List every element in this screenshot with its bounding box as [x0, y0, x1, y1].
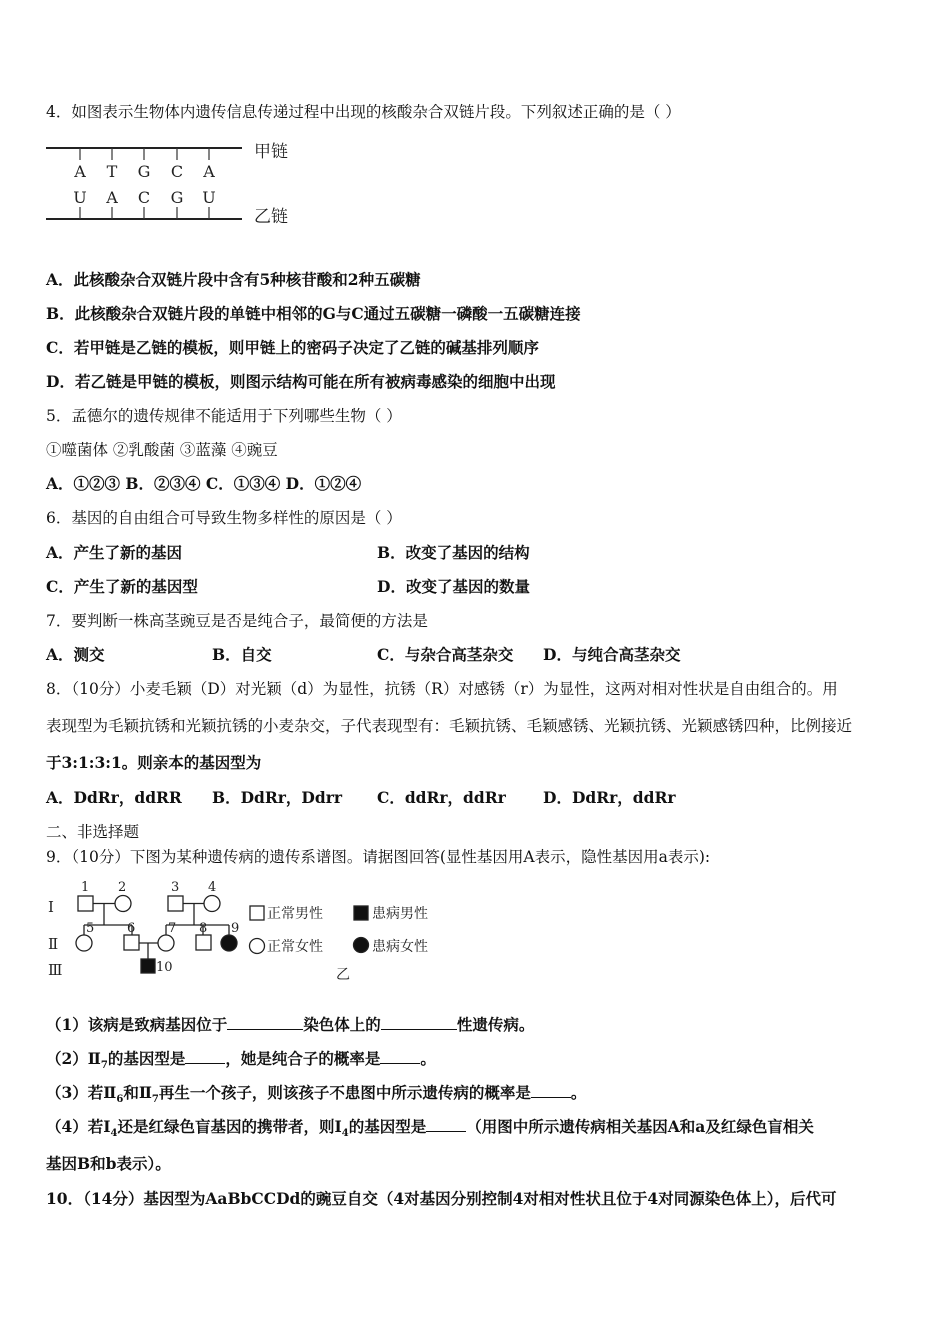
q8-line3: 于3:1:3:1。则亲本的基因型为: [46, 753, 262, 772]
bottom-base: U: [202, 188, 216, 207]
q7-option-d: D．与纯合高茎杂交: [543, 645, 681, 664]
individual-label: 10: [156, 960, 173, 975]
q9-part1-text: （1）该病是致病基因位于: [46, 1015, 228, 1034]
answer-blank[interactable]: [531, 1083, 571, 1098]
q10-stem: 10．（14分）基因型为AaBbCCDd的豌豆自交（4对基因分别控制4对相对性状且位于4对同源染色体上），后代可: [46, 1189, 837, 1208]
q9-part4: [46, 1117, 814, 1144]
top-base: T: [106, 162, 118, 181]
q9-part4-text: （用图中所示遗传病相关基因A和a及红绿色盲相关: [466, 1117, 814, 1136]
individual-label: 4: [208, 880, 217, 895]
q6-option-a: A．产生了新的基因: [46, 543, 183, 562]
q7-option-c: C．与杂合高茎杂交: [377, 645, 514, 664]
legend-affected-male: 患病男性: [372, 906, 428, 922]
answer-blank[interactable]: [185, 1049, 225, 1064]
q7-option-b: B．自交: [212, 645, 272, 664]
q5-options: A．①②③ B．②③④ C．①③④ D．①②④: [46, 474, 362, 493]
individual-label: 7: [168, 921, 177, 936]
dna-hybrid-figure: [44, 140, 314, 230]
top-base: C: [170, 162, 184, 181]
individual-label: 6: [127, 921, 136, 936]
q9-part4-text: 的基因型是: [348, 1117, 427, 1136]
q9-part3-text: （3）若Ⅱ: [46, 1083, 117, 1102]
answer-blank[interactable]: [381, 1015, 457, 1030]
q9-part3-text: 和Ⅱ: [123, 1083, 152, 1102]
top-base: A: [203, 162, 215, 181]
q8-line1: 8．（10分）小麦毛颖（D）对光颖（d）为显性，抗锈（R）对感锈（r）为显性，这两对相对性状是自由组合的。用: [46, 680, 838, 698]
q8-option-c: C．ddRr，ddRr: [377, 788, 506, 807]
bottom-strand-label: 乙链: [254, 207, 288, 227]
q9-part2-text: 的基因型是: [107, 1049, 186, 1068]
q4-option-a: A．此核酸杂合双链片段中含有5种核苷酸和2种五碳糖: [46, 270, 421, 289]
individual-label: 9: [231, 921, 240, 936]
individual-label: 3: [171, 880, 180, 895]
q9-part4-text: （4）若I: [46, 1117, 111, 1136]
q6-option-c: C．产生了新的基因型: [46, 577, 198, 596]
q6-option-d: D．改变了基因的数量: [377, 577, 530, 596]
q6-option-b: B．改变了基因的结构: [377, 543, 530, 562]
top-strand-label: 甲链: [254, 142, 288, 162]
gen-label: Ⅰ: [48, 898, 54, 916]
section-heading: 二、非选择题: [46, 823, 140, 841]
legend-normal-male: 正常男性: [267, 906, 323, 922]
top-base: A: [74, 162, 86, 181]
bottom-base: C: [137, 188, 151, 207]
subscript: 7: [151, 1094, 159, 1106]
q4-option-d: D．若乙链是甲链的模板，则图示结构可能在所有被病毒感染的细胞中出现: [46, 372, 556, 391]
q8-line2: 表现型为毛颖抗锈和光颖抗锈的小麦杂交，子代表现型有：毛颖抗锈、毛颖感锈、光颖抗锈、光颖感锈四种，比例接近: [46, 717, 853, 735]
pedigree-caption: 乙: [336, 967, 350, 983]
q4-stem: 4．如图表示生物体内遗传信息传递过程中出现的核酸杂合双链片段。下列叙述正确的是（ ）: [46, 103, 681, 121]
q5-stem: 5．孟德尔的遗传规律不能适用于下列哪些生物（ ）: [46, 407, 402, 425]
q7-option-a: A．测交: [46, 645, 105, 664]
q9-part3-text: 再生一个孩子，则该孩子不患图中所示遗传病的概率是: [158, 1083, 531, 1102]
answer-blank[interactable]: [380, 1049, 420, 1064]
q7-stem: 7．要判断一株高茎豌豆是否是纯合子，最简便的方法是: [46, 612, 428, 630]
q9-part2: [46, 1049, 436, 1076]
answer-blank[interactable]: [426, 1117, 466, 1132]
subscript: 6: [116, 1094, 124, 1106]
individual-label: 5: [86, 921, 95, 936]
q9-part2-text: （2）Ⅱ: [46, 1049, 101, 1068]
q6-stem: 6．基因的自由组合可导致生物多样性的原因是（ ）: [46, 509, 402, 527]
q8-option-b: B．DdRr，Ddrr: [212, 788, 343, 807]
q9-part3-text: 。: [570, 1083, 587, 1102]
legend-normal-female: 正常女性: [267, 939, 323, 955]
pedigree-chart: [44, 875, 464, 985]
individual-label: 8: [199, 921, 208, 936]
legend-affected-female: 患病女性: [372, 939, 428, 955]
gen-label: Ⅲ: [48, 961, 63, 979]
subscript: 7: [100, 1060, 108, 1072]
q9-part1-text: 染色体上的: [303, 1015, 381, 1034]
q5-items: ①噬菌体 ②乳酸菌 ③蓝藻 ④豌豆: [46, 441, 278, 459]
q9-part2-text: ，她是纯合子的概率是: [225, 1049, 381, 1068]
q9-part4-text: 还是红绿色盲基因的携带者，则I: [117, 1117, 342, 1136]
q4-option-c: C．若甲链是乙链的模板，则甲链上的密码子决定了乙链的碱基排列顺序: [46, 338, 539, 357]
q9-part1-text: 性遗传病。: [456, 1015, 535, 1034]
subscript: 4: [110, 1128, 118, 1140]
q9-part1: [46, 1015, 534, 1035]
q8-option-d: D．DdRr，ddRr: [543, 788, 676, 807]
q9-part2-text: 。: [420, 1049, 436, 1068]
q9-part3: [46, 1083, 586, 1110]
q9-part4-cont: 基因B和b表示）。: [46, 1154, 171, 1173]
individual-label: 2: [118, 880, 127, 895]
bottom-base: U: [73, 188, 87, 207]
individual-label: 1: [81, 880, 90, 895]
q8-option-a: A．DdRr，ddRR: [46, 788, 182, 807]
top-base: G: [137, 162, 151, 181]
bottom-base: G: [170, 188, 184, 207]
bottom-base: A: [106, 188, 118, 207]
q9-stem: 9．（10分）下图为某种遗传病的遗传系谱图。请据图回答(显性基因用A表示，隐性基因用a表示):: [46, 848, 711, 866]
answer-blank[interactable]: [227, 1015, 303, 1030]
subscript: 4: [341, 1128, 349, 1140]
gen-label: Ⅱ: [48, 935, 59, 953]
q4-option-b: B．此核酸杂合双链片段的单链中相邻的G与C通过五碳糖一磷酸一五碳糖连接: [46, 304, 581, 323]
